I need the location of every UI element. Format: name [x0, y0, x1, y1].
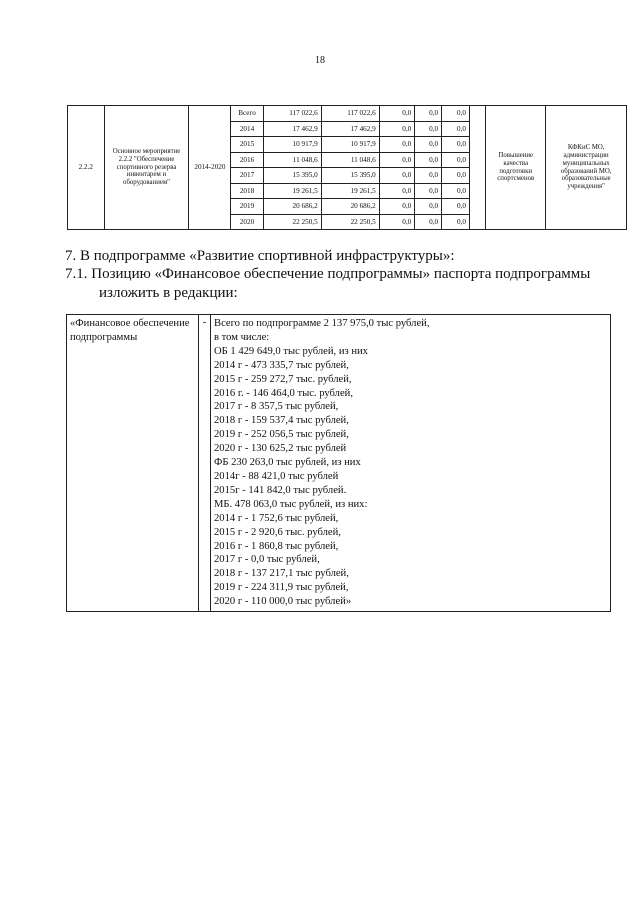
finance-line: ОБ 1 429 649,0 тыс рублей, из них	[214, 345, 368, 357]
year-cell: Всего	[231, 106, 263, 122]
value-cell: 17 462,9	[263, 121, 321, 137]
value-cell: 11 048,6	[321, 152, 379, 168]
page-number: 18	[315, 55, 325, 66]
measure-table	[67, 105, 627, 230]
year-cell: 2020	[231, 214, 263, 230]
finance-line: 2014 г - 473 335,7 тыс рублей,	[214, 359, 349, 371]
measure-name: Основное мероприятие 2.2.2 "Обеспечение спортивного резерва инвентарем и оборудованием"	[104, 106, 189, 230]
value-cell: 0,0	[379, 168, 414, 184]
finance-line: 2020 г - 130 625,2 тыс рублей	[214, 443, 347, 455]
finance-line: Всего по подпрограмме 2 137 975,0 тыс рублей,	[214, 318, 430, 329]
value-cell: 0,0	[415, 183, 442, 199]
value-cell: 0,0	[442, 137, 470, 153]
value-cell: 0,0	[379, 152, 414, 168]
finance-line: МБ. 478 063,0 тыс рублей, из них:	[214, 498, 368, 510]
finance-label: «Финансовое обеспечение подпрограммы	[67, 315, 199, 612]
value-cell: 117 022,6	[263, 106, 321, 122]
year-cell: 2015	[231, 137, 263, 153]
finance-line: 2015г - 141 842,0 тыс рублей.	[214, 484, 347, 496]
empty-cell	[470, 106, 486, 230]
value-cell: 0,0	[379, 137, 414, 153]
value-cell: 0,0	[379, 199, 414, 215]
value-cell: 10 917,9	[263, 137, 321, 153]
finance-line: 2016 г. - 146 464,0 тыс. рублей,	[214, 387, 353, 399]
finance-table	[66, 314, 611, 612]
value-cell: 0,0	[442, 168, 470, 184]
value-cell: 0,0	[415, 106, 442, 122]
value-cell: 19 261,5	[263, 183, 321, 199]
value-cell: 0,0	[442, 183, 470, 199]
value-cell: 0,0	[442, 152, 470, 168]
finance-line: в том числе:	[214, 331, 270, 343]
finance-line: 2014г - 88 421,0 тыс рублей	[214, 470, 339, 482]
finance-line: 2016 г - 1 860,8 тыс рублей,	[214, 540, 339, 552]
value-cell: 17 462,9	[321, 121, 379, 137]
year-cell: 2018	[231, 183, 263, 199]
value-cell: 0,0	[415, 168, 442, 184]
finance-line: 2020 г - 110 000,0 тыс рублей»	[214, 596, 352, 608]
value-cell: 19 261,5	[321, 183, 379, 199]
finance-details	[211, 315, 611, 612]
section-7-heading: 7. В подпрограмме «Развитие спортивной инфраструктуры»:	[65, 248, 455, 264]
finance-line: 2019 г - 252 056,5 тыс рублей,	[214, 429, 349, 441]
value-cell: 22 250,5	[263, 214, 321, 230]
value-cell: 0,0	[415, 152, 442, 168]
year-cell: 2019	[231, 199, 263, 215]
value-cell: 0,0	[379, 214, 414, 230]
value-cell: 20 686,2	[321, 199, 379, 215]
finance-dash: -	[199, 315, 211, 612]
value-cell: 0,0	[415, 121, 442, 137]
measure-code: 2.2.2	[68, 106, 105, 230]
finance-line: 2014 г - 1 752,6 тыс рублей,	[214, 512, 339, 524]
value-cell: 0,0	[415, 199, 442, 215]
year-cell: 2016	[231, 152, 263, 168]
value-cell: 0,0	[415, 214, 442, 230]
finance-line: 2015 г - 2 920,6 тыс. рублей,	[214, 526, 341, 538]
value-cell: 0,0	[379, 183, 414, 199]
year-cell: 2014	[231, 121, 263, 137]
finance-line: 2017 г - 0,0 тыс рублей,	[214, 554, 320, 566]
value-cell: 0,0	[442, 106, 470, 122]
section-7-1-heading: 7.1. Позицию «Финансовое обеспечение подпрограммы» паспорта подпрограммы	[65, 266, 591, 282]
value-cell: 0,0	[442, 214, 470, 230]
finance-line: 2015 г - 259 272,7 тыс. рублей,	[214, 373, 352, 385]
table-row	[68, 106, 627, 122]
finance-line: 2019 г - 224 311,9 тыс рублей,	[214, 582, 349, 594]
value-cell: 117 022,6	[321, 106, 379, 122]
value-cell: 20 686,2	[263, 199, 321, 215]
value-cell: 15 395,0	[321, 168, 379, 184]
value-cell: 0,0	[379, 121, 414, 137]
value-cell: 11 048,6	[263, 152, 321, 168]
value-cell: 0,0	[379, 106, 414, 122]
measure-period: 2014-2020	[189, 106, 231, 230]
value-cell: 10 917,9	[321, 137, 379, 153]
finance-line: 2018 г - 159 537,4 тыс рублей,	[214, 415, 349, 427]
measure-result: Повышение качества подготовки спортсменов	[486, 106, 546, 230]
finance-line: ФБ 230 263,0 тыс рублей, из них	[214, 457, 361, 469]
value-cell: 22 250,5	[321, 214, 379, 230]
value-cell: 0,0	[415, 137, 442, 153]
value-cell: 0,0	[442, 121, 470, 137]
value-cell: 15 395,0	[263, 168, 321, 184]
finance-line: 2017 г - 8 357,5 тыс рублей,	[214, 401, 339, 413]
value-cell: 0,0	[442, 199, 470, 215]
year-cell: 2017	[231, 168, 263, 184]
section-7-1-heading-cont: изложить в редакции:	[99, 285, 238, 301]
measure-executor: КФКиС МО, администрации муниципальных образований МО, образовательные учреждения"	[546, 106, 627, 230]
finance-line: 2018 г - 137 217,1 тыс рублей,	[214, 568, 349, 580]
